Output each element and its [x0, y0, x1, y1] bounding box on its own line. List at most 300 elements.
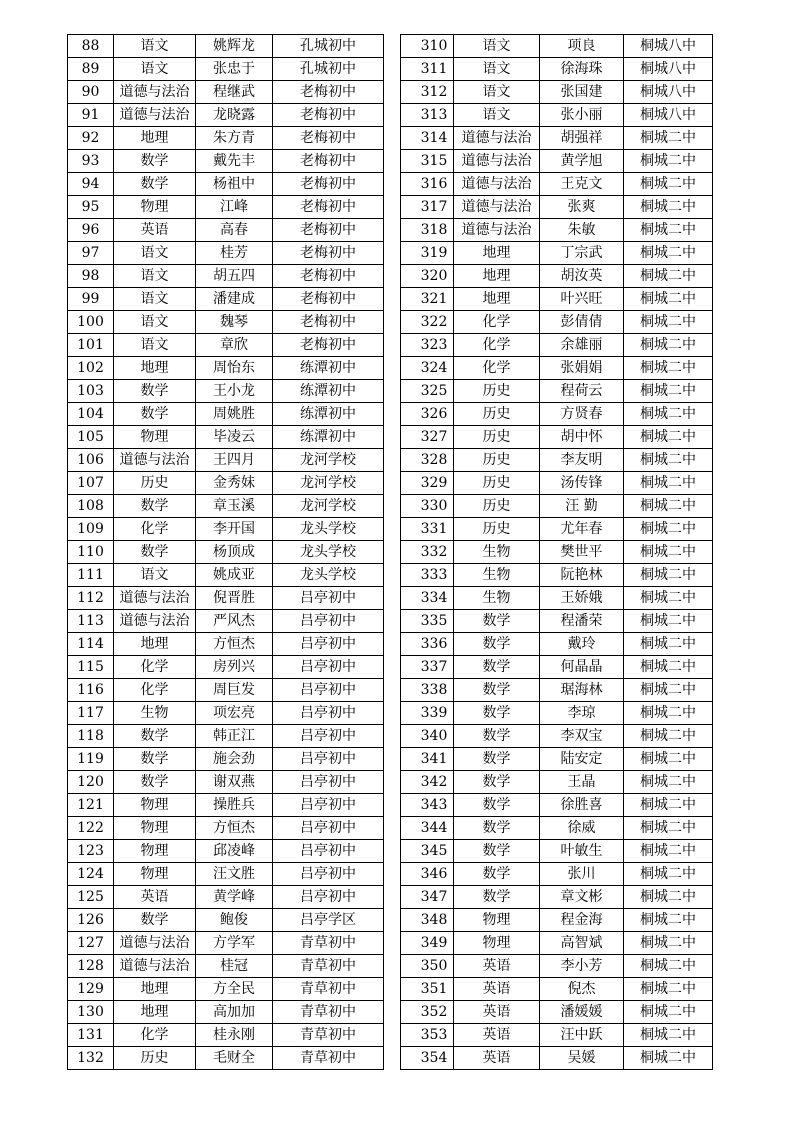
table-row [401, 81, 713, 104]
row-number-cell: 342 [401, 771, 454, 794]
school-cell: 老梅初中 [273, 127, 384, 150]
teacher-name-cell: 丁宗武 [540, 242, 624, 265]
school-cell: 吕亭初中 [273, 817, 384, 840]
table-row [68, 863, 384, 886]
table-row [401, 1024, 713, 1047]
teacher-name-cell: 张小丽 [540, 104, 624, 127]
teacher-name-cell: 叶兴旺 [540, 288, 624, 311]
school-cell: 桐城二中 [624, 288, 713, 311]
school-cell: 桐城二中 [624, 541, 713, 564]
table-row [401, 495, 713, 518]
table-row [68, 35, 384, 58]
table-row [401, 702, 713, 725]
row-number-cell: 317 [401, 196, 454, 219]
subject-cell: 化学 [114, 656, 196, 679]
row-number-cell: 340 [401, 725, 454, 748]
school-cell: 桐城二中 [624, 127, 713, 150]
row-number-cell: 94 [68, 173, 114, 196]
teacher-name-cell: 张国建 [540, 81, 624, 104]
teacher-name-cell: 周巨发 [196, 679, 273, 702]
school-cell: 老梅初中 [273, 288, 384, 311]
row-number-cell: 120 [68, 771, 114, 794]
school-cell: 桐城二中 [624, 909, 713, 932]
table-row [401, 334, 713, 357]
school-cell: 桐城二中 [624, 1024, 713, 1047]
subject-cell: 语文 [114, 564, 196, 587]
teacher-name-cell: 李友明 [540, 449, 624, 472]
school-cell: 龙头学校 [273, 564, 384, 587]
row-number-cell: 128 [68, 955, 114, 978]
teacher-name-cell: 毛财全 [196, 1047, 273, 1070]
school-cell: 桐城二中 [624, 380, 713, 403]
row-number-cell: 96 [68, 219, 114, 242]
subject-cell: 道德与法治 [454, 196, 540, 219]
table-row [68, 748, 384, 771]
row-number-cell: 324 [401, 357, 454, 380]
school-cell: 吕亭初中 [273, 886, 384, 909]
school-cell: 桐城二中 [624, 748, 713, 771]
table-row [68, 909, 384, 932]
subject-cell: 数学 [454, 840, 540, 863]
table-row [401, 219, 713, 242]
table-row [401, 633, 713, 656]
teacher-name-cell: 王小龙 [196, 380, 273, 403]
teacher-name-cell: 彭倩倩 [540, 311, 624, 334]
teacher-name-cell: 胡五四 [196, 265, 273, 288]
table-row [401, 656, 713, 679]
subject-cell: 地理 [114, 127, 196, 150]
subject-cell: 语文 [114, 311, 196, 334]
school-cell: 吕亭初中 [273, 863, 384, 886]
teacher-name-cell: 邱凌峰 [196, 840, 273, 863]
teacher-name-cell: 黄学旭 [540, 150, 624, 173]
subject-cell: 道德与法治 [114, 932, 196, 955]
school-cell: 吕亭初中 [273, 633, 384, 656]
table-row [68, 587, 384, 610]
teacher-name-cell: 李双宝 [540, 725, 624, 748]
row-number-cell: 115 [68, 656, 114, 679]
subject-cell: 语文 [114, 334, 196, 357]
teacher-name-cell: 叶敏生 [540, 840, 624, 863]
school-cell: 青草初中 [273, 955, 384, 978]
row-number-cell: 332 [401, 541, 454, 564]
school-cell: 龙河学校 [273, 472, 384, 495]
teacher-name-cell: 章文彬 [540, 886, 624, 909]
row-number-cell: 132 [68, 1047, 114, 1070]
table-row [68, 449, 384, 472]
teacher-name-cell: 徐威 [540, 817, 624, 840]
teacher-name-cell: 高智斌 [540, 932, 624, 955]
teacher-name-cell: 胡强祥 [540, 127, 624, 150]
table-row [401, 748, 713, 771]
teacher-name-cell: 周怡东 [196, 357, 273, 380]
table-row [401, 311, 713, 334]
table-row [68, 564, 384, 587]
subject-cell: 化学 [114, 1024, 196, 1047]
teacher-name-cell: 琚海林 [540, 679, 624, 702]
row-number-cell: 130 [68, 1001, 114, 1024]
row-number-cell: 337 [401, 656, 454, 679]
subject-cell: 数学 [454, 748, 540, 771]
table-row [401, 978, 713, 1001]
teacher-name-cell: 房列兴 [196, 656, 273, 679]
teacher-name-cell: 操胜兵 [196, 794, 273, 817]
teacher-name-cell: 胡中怀 [540, 426, 624, 449]
subject-cell: 英语 [454, 978, 540, 1001]
teacher-name-cell: 章玉溪 [196, 495, 273, 518]
school-cell: 吕亭初中 [273, 840, 384, 863]
subject-cell: 道德与法治 [114, 449, 196, 472]
subject-cell: 语文 [114, 58, 196, 81]
row-number-cell: 354 [401, 1047, 454, 1070]
teacher-name-cell: 姚成亚 [196, 564, 273, 587]
table-row [401, 1001, 713, 1024]
row-number-cell: 131 [68, 1024, 114, 1047]
teacher-name-cell: 王克文 [540, 173, 624, 196]
table-row [401, 1047, 713, 1070]
subject-cell: 历史 [454, 380, 540, 403]
teacher-name-cell: 李开国 [196, 518, 273, 541]
teacher-name-cell: 汪 勤 [540, 495, 624, 518]
teacher-name-cell: 章欣 [196, 334, 273, 357]
row-number-cell: 127 [68, 932, 114, 955]
teacher-name-cell: 桂冠 [196, 955, 273, 978]
row-number-cell: 352 [401, 1001, 454, 1024]
row-number-cell: 330 [401, 495, 454, 518]
school-cell: 桐城二中 [624, 219, 713, 242]
teacher-name-cell: 方全民 [196, 978, 273, 1001]
row-number-cell: 103 [68, 380, 114, 403]
row-number-cell: 319 [401, 242, 454, 265]
row-number-cell: 310 [401, 35, 454, 58]
teacher-name-cell: 程金海 [540, 909, 624, 932]
school-cell: 桐城二中 [624, 978, 713, 1001]
teacher-name-cell: 汤传锋 [540, 472, 624, 495]
subject-cell: 数学 [454, 817, 540, 840]
subject-cell: 生物 [454, 564, 540, 587]
row-number-cell: 327 [401, 426, 454, 449]
school-cell: 桐城二中 [624, 863, 713, 886]
table-row [401, 426, 713, 449]
table-row [68, 1024, 384, 1047]
teacher-name-cell: 方恒杰 [196, 817, 273, 840]
table-row [401, 104, 713, 127]
table-row [68, 840, 384, 863]
subject-cell: 物理 [454, 909, 540, 932]
row-number-cell: 353 [401, 1024, 454, 1047]
subject-cell: 化学 [114, 679, 196, 702]
school-cell: 吕亭初中 [273, 771, 384, 794]
subject-cell: 英语 [454, 1001, 540, 1024]
subject-cell: 数学 [454, 863, 540, 886]
row-number-cell: 351 [401, 978, 454, 1001]
school-cell: 老梅初中 [273, 104, 384, 127]
row-number-cell: 111 [68, 564, 114, 587]
subject-cell: 数学 [114, 150, 196, 173]
subject-cell: 生物 [114, 702, 196, 725]
table-row [68, 380, 384, 403]
school-cell: 桐城二中 [624, 334, 713, 357]
row-number-cell: 122 [68, 817, 114, 840]
school-cell: 桐城二中 [624, 955, 713, 978]
teacher-name-cell: 张娟娟 [540, 357, 624, 380]
row-number-cell: 93 [68, 150, 114, 173]
table-row [68, 518, 384, 541]
table-row [401, 610, 713, 633]
row-number-cell: 102 [68, 357, 114, 380]
school-cell: 老梅初中 [273, 150, 384, 173]
school-cell: 桐城二中 [624, 449, 713, 472]
subject-cell: 语文 [114, 265, 196, 288]
subject-cell: 历史 [454, 403, 540, 426]
subject-cell: 化学 [454, 357, 540, 380]
teacher-name-cell: 方学军 [196, 932, 273, 955]
school-cell: 桐城二中 [624, 311, 713, 334]
table-row [401, 932, 713, 955]
school-cell: 桐城二中 [624, 357, 713, 380]
row-number-cell: 105 [68, 426, 114, 449]
school-cell: 桐城二中 [624, 472, 713, 495]
subject-cell: 数学 [114, 725, 196, 748]
teacher-name-cell: 阮艳林 [540, 564, 624, 587]
subject-cell: 数学 [114, 495, 196, 518]
subject-cell: 历史 [454, 449, 540, 472]
teacher-name-cell: 戴先丰 [196, 150, 273, 173]
subject-cell: 语文 [114, 288, 196, 311]
table-row [401, 127, 713, 150]
teacher-name-cell: 高春 [196, 219, 273, 242]
school-cell: 龙头学校 [273, 518, 384, 541]
subject-cell: 数学 [114, 748, 196, 771]
table-row [401, 472, 713, 495]
table-row [68, 679, 384, 702]
school-cell: 吕亭初中 [273, 794, 384, 817]
school-cell: 桐城二中 [624, 679, 713, 702]
school-cell: 吕亭初中 [273, 610, 384, 633]
school-cell: 桐城二中 [624, 610, 713, 633]
teacher-name-cell: 戴玲 [540, 633, 624, 656]
subject-cell: 地理 [454, 288, 540, 311]
school-cell: 青草初中 [273, 1001, 384, 1024]
table-row [68, 127, 384, 150]
row-number-cell: 331 [401, 518, 454, 541]
table-row [68, 817, 384, 840]
subject-cell: 数学 [454, 679, 540, 702]
table-row [68, 978, 384, 1001]
teacher-name-cell: 何晶晶 [540, 656, 624, 679]
school-cell: 桐城二中 [624, 932, 713, 955]
teacher-name-cell: 汪文胜 [196, 863, 273, 886]
row-number-cell: 349 [401, 932, 454, 955]
school-cell: 老梅初中 [273, 265, 384, 288]
table-row [401, 357, 713, 380]
row-number-cell: 126 [68, 909, 114, 932]
subject-cell: 数学 [454, 702, 540, 725]
school-cell: 桐城二中 [624, 1047, 713, 1070]
table-row [68, 932, 384, 955]
subject-cell: 地理 [114, 357, 196, 380]
school-cell: 桐城二中 [624, 794, 713, 817]
school-cell: 桐城二中 [624, 633, 713, 656]
teacher-name-cell: 张爽 [540, 196, 624, 219]
subject-cell: 数学 [114, 403, 196, 426]
school-cell: 桐城八中 [624, 81, 713, 104]
subject-cell: 地理 [454, 242, 540, 265]
row-number-cell: 333 [401, 564, 454, 587]
row-number-cell: 89 [68, 58, 114, 81]
row-number-cell: 334 [401, 587, 454, 610]
row-number-cell: 114 [68, 633, 114, 656]
subject-cell: 道德与法治 [114, 104, 196, 127]
school-cell: 孔城初中 [273, 35, 384, 58]
school-cell: 孔城初中 [273, 58, 384, 81]
table-row [401, 679, 713, 702]
table-row [401, 840, 713, 863]
table-row [68, 541, 384, 564]
school-cell: 桐城二中 [624, 173, 713, 196]
teacher-name-cell: 徐海珠 [540, 58, 624, 81]
teacher-name-cell: 朱方青 [196, 127, 273, 150]
row-number-cell: 325 [401, 380, 454, 403]
teacher-name-cell: 王晶 [540, 771, 624, 794]
table-row [68, 173, 384, 196]
school-cell: 桐城二中 [624, 725, 713, 748]
school-cell: 练潭初中 [273, 380, 384, 403]
table-row [401, 265, 713, 288]
teacher-name-cell: 尤年春 [540, 518, 624, 541]
teacher-name-cell: 龙晓露 [196, 104, 273, 127]
subject-cell: 英语 [454, 1047, 540, 1070]
table-row [401, 564, 713, 587]
subject-cell: 地理 [114, 633, 196, 656]
teacher-name-cell: 徐胜喜 [540, 794, 624, 817]
subject-cell: 物理 [114, 863, 196, 886]
table-row [68, 1001, 384, 1024]
subject-cell: 历史 [114, 1047, 196, 1070]
table-row [68, 725, 384, 748]
table-row [68, 196, 384, 219]
teacher-name-cell: 吴媛 [540, 1047, 624, 1070]
subject-cell: 语文 [454, 35, 540, 58]
row-number-cell: 118 [68, 725, 114, 748]
teacher-name-cell: 樊世平 [540, 541, 624, 564]
row-number-cell: 91 [68, 104, 114, 127]
row-number-cell: 320 [401, 265, 454, 288]
subject-cell: 数学 [454, 794, 540, 817]
teacher-name-cell: 潘建成 [196, 288, 273, 311]
table-row [401, 58, 713, 81]
teacher-name-cell: 魏琴 [196, 311, 273, 334]
teacher-name-cell: 项良 [540, 35, 624, 58]
row-number-cell: 315 [401, 150, 454, 173]
subject-cell: 数学 [454, 656, 540, 679]
table-row [68, 219, 384, 242]
school-cell: 吕亭学区 [273, 909, 384, 932]
row-number-cell: 318 [401, 219, 454, 242]
table-row [68, 288, 384, 311]
subject-cell: 道德与法治 [114, 81, 196, 104]
table-row [401, 150, 713, 173]
subject-cell: 道德与法治 [114, 587, 196, 610]
row-number-cell: 101 [68, 334, 114, 357]
teacher-name-cell: 倪晋胜 [196, 587, 273, 610]
table-row [401, 173, 713, 196]
teacher-name-cell: 毕凌云 [196, 426, 273, 449]
row-number-cell: 123 [68, 840, 114, 863]
school-cell: 桐城二中 [624, 564, 713, 587]
school-cell: 吕亭初中 [273, 725, 384, 748]
row-number-cell: 341 [401, 748, 454, 771]
table-row [68, 81, 384, 104]
subject-cell: 英语 [114, 219, 196, 242]
table-row [401, 541, 713, 564]
school-cell: 练潭初中 [273, 403, 384, 426]
subject-cell: 数学 [114, 173, 196, 196]
school-cell: 练潭初中 [273, 357, 384, 380]
subject-cell: 生物 [454, 541, 540, 564]
row-number-cell: 109 [68, 518, 114, 541]
school-cell: 龙头学校 [273, 541, 384, 564]
school-cell: 桐城二中 [624, 886, 713, 909]
subject-cell: 道德与法治 [454, 173, 540, 196]
teacher-name-cell: 方恒杰 [196, 633, 273, 656]
subject-cell: 化学 [454, 334, 540, 357]
school-cell: 青草初中 [273, 932, 384, 955]
row-number-cell: 92 [68, 127, 114, 150]
teacher-name-cell: 张川 [540, 863, 624, 886]
subject-cell: 地理 [454, 265, 540, 288]
school-cell: 桐城八中 [624, 58, 713, 81]
table-row [401, 955, 713, 978]
row-number-cell: 106 [68, 449, 114, 472]
row-number-cell: 323 [401, 334, 454, 357]
teacher-name-cell: 杨祖中 [196, 173, 273, 196]
school-cell: 龙河学校 [273, 495, 384, 518]
row-number-cell: 328 [401, 449, 454, 472]
teacher-name-cell: 施会劲 [196, 748, 273, 771]
subject-cell: 物理 [114, 426, 196, 449]
table-row [401, 380, 713, 403]
row-number-cell: 346 [401, 863, 454, 886]
row-number-cell: 100 [68, 311, 114, 334]
school-cell: 老梅初中 [273, 81, 384, 104]
school-cell: 桐城二中 [624, 656, 713, 679]
table-row [401, 242, 713, 265]
row-number-cell: 316 [401, 173, 454, 196]
row-number-cell: 88 [68, 35, 114, 58]
teacher-name-cell: 项宏亮 [196, 702, 273, 725]
school-cell: 吕亭初中 [273, 679, 384, 702]
table-row [68, 403, 384, 426]
row-number-cell: 95 [68, 196, 114, 219]
teacher-name-cell: 姚辉龙 [196, 35, 273, 58]
row-number-cell: 107 [68, 472, 114, 495]
table-row [68, 242, 384, 265]
row-number-cell: 121 [68, 794, 114, 817]
teacher-name-cell: 严风杰 [196, 610, 273, 633]
subject-cell: 历史 [454, 518, 540, 541]
school-cell: 青草初中 [273, 1047, 384, 1070]
table-row [68, 955, 384, 978]
teacher-name-cell: 程荷云 [540, 380, 624, 403]
school-cell: 老梅初中 [273, 196, 384, 219]
school-cell: 老梅初中 [273, 173, 384, 196]
school-cell: 练潭初中 [273, 426, 384, 449]
school-cell: 老梅初中 [273, 334, 384, 357]
school-cell: 龙河学校 [273, 449, 384, 472]
school-cell: 桐城二中 [624, 771, 713, 794]
school-cell: 老梅初中 [273, 219, 384, 242]
